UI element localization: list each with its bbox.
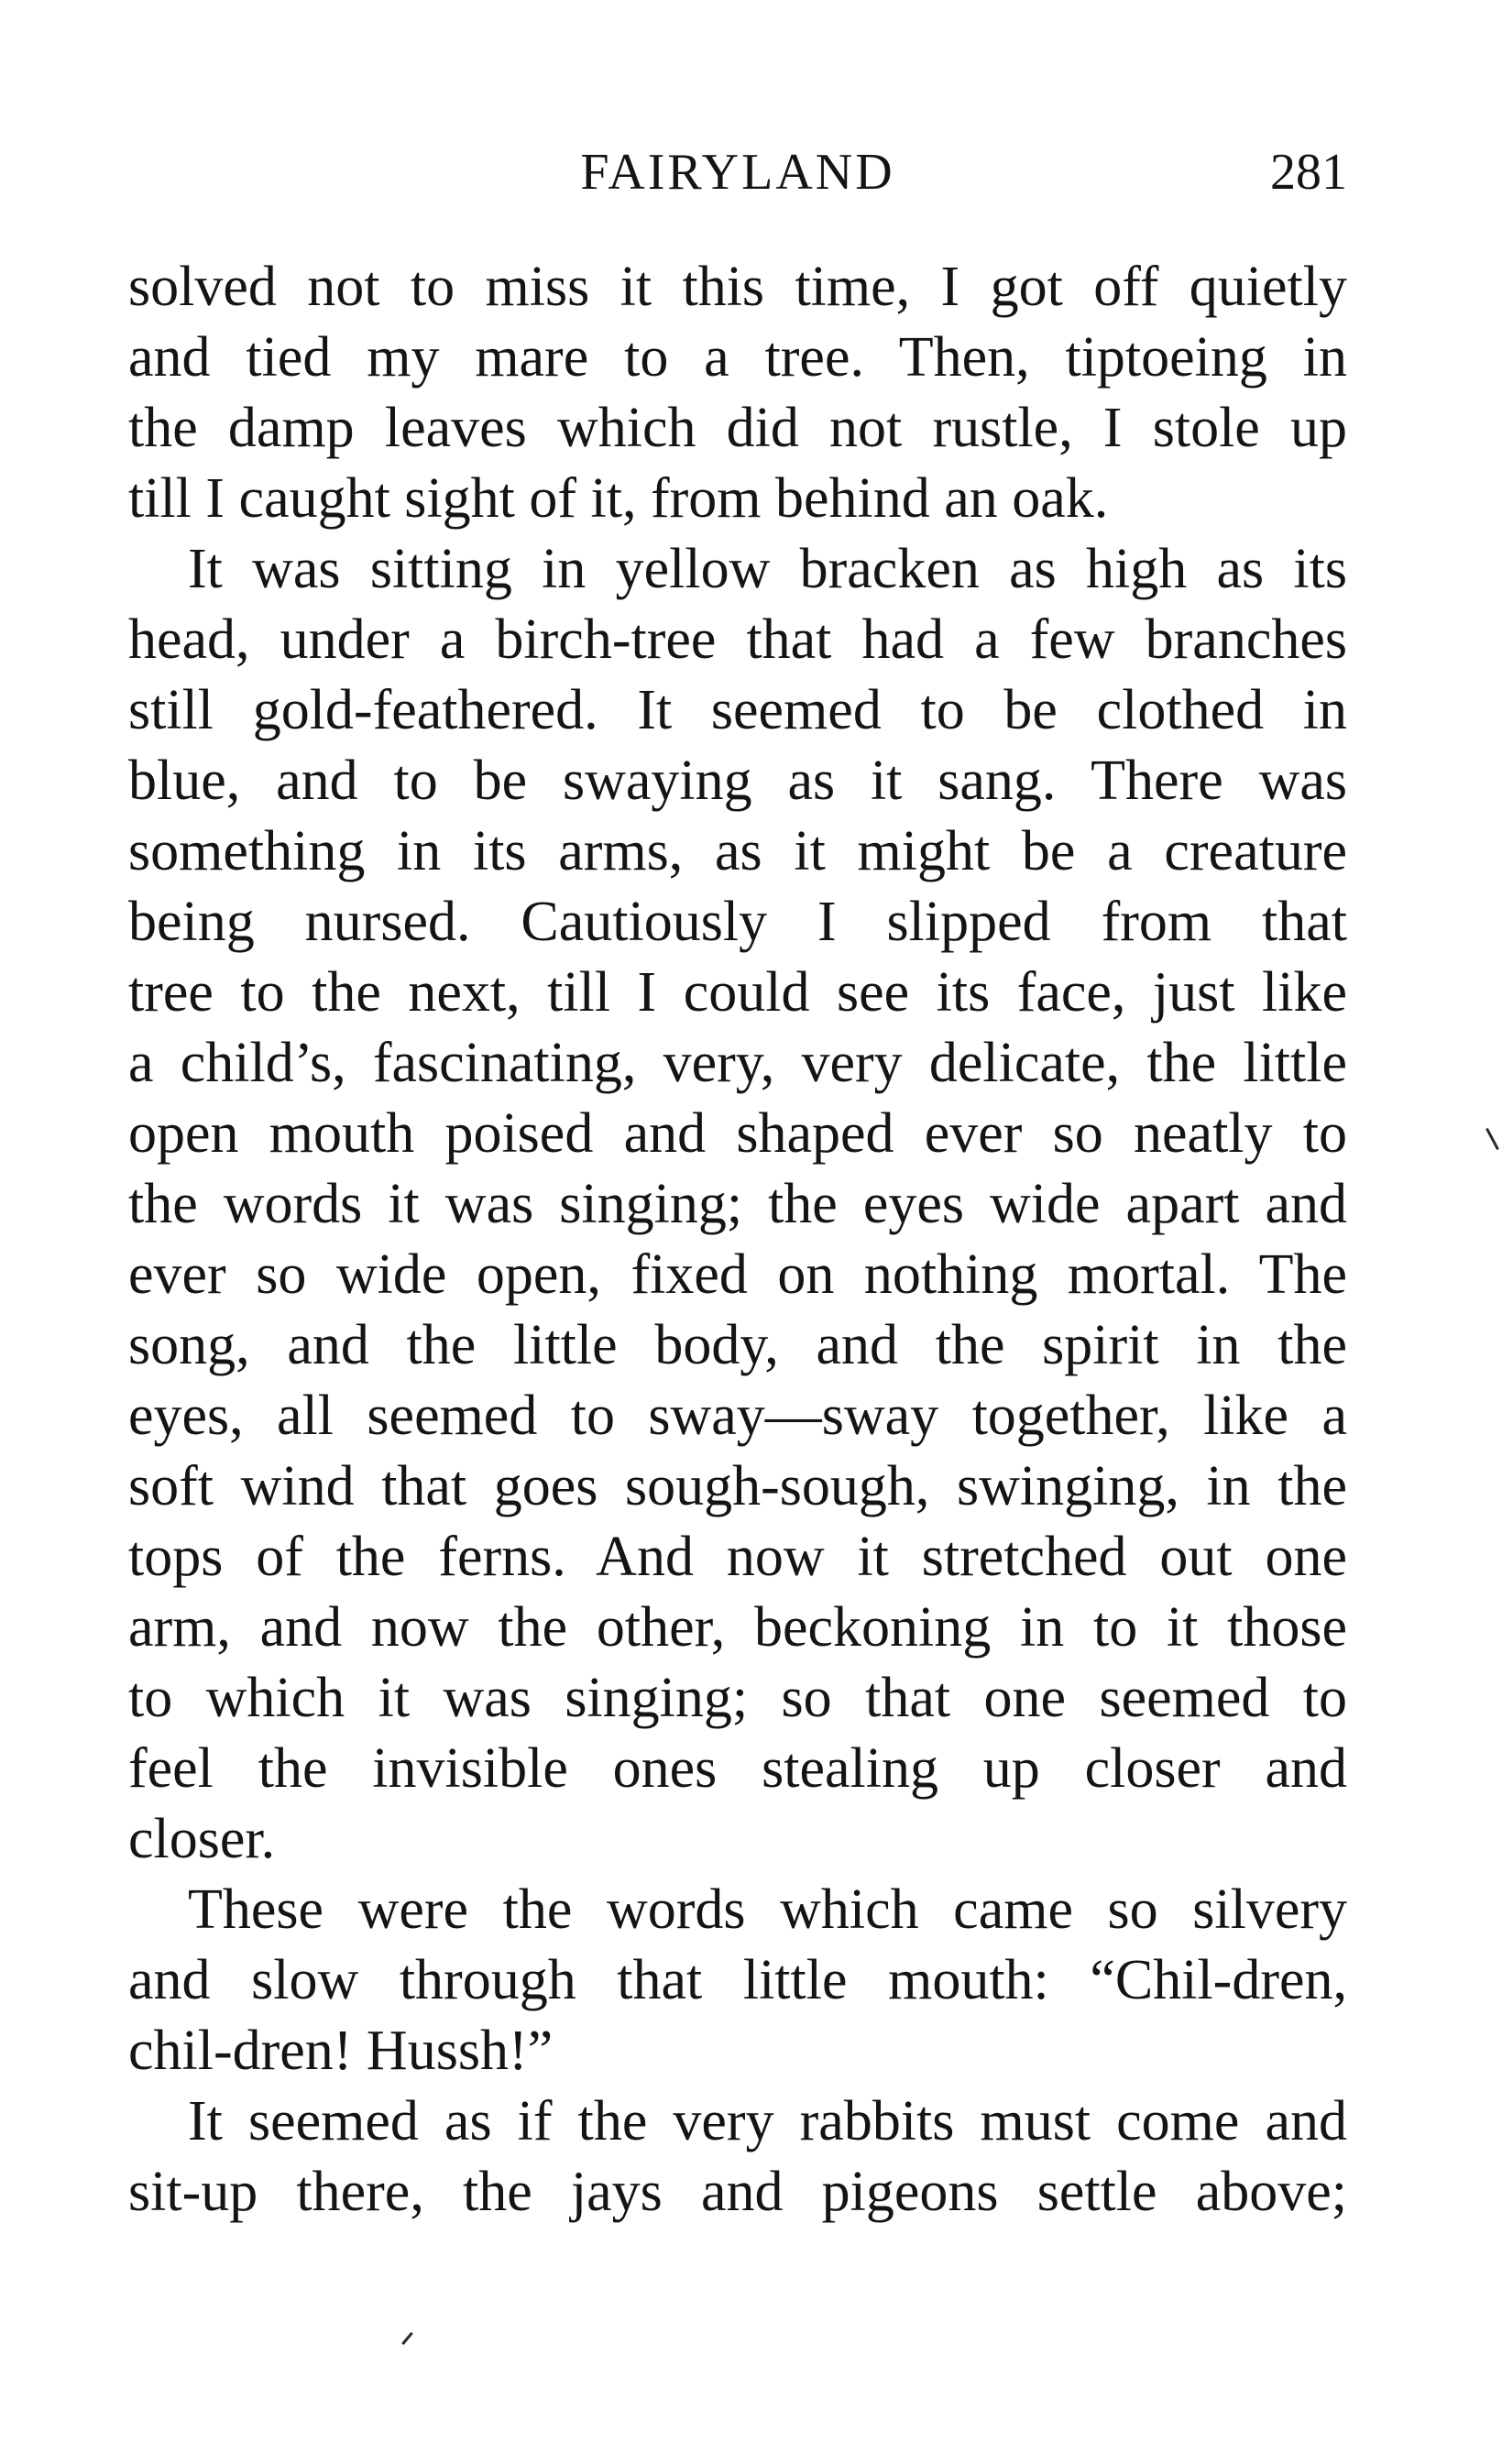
text-line: eyes, all seemed to sway—sway together, like a — [128, 1385, 1347, 1447]
text-line: a child’s, fascinating, very, very delicate, the little — [128, 1032, 1347, 1094]
text-line: open mouth poised and shaped ever so neatly to — [128, 1102, 1347, 1165]
margin-mark — [1486, 1128, 1499, 1150]
text-line: tree to the next, till I could see its face, just like — [128, 961, 1347, 1024]
ink-speck — [401, 2332, 413, 2345]
page-number: 281 — [1270, 144, 1347, 201]
text-line: sit-up there, the jays and pigeons settle above; — [128, 2161, 1347, 2223]
text-line: feel the invisible ones stealing up closer and — [128, 1737, 1347, 1800]
paragraph-start-line: It seemed as if the very rabbits must come and — [188, 2090, 1347, 2152]
text-line: soft wind that goes sough-sough, swinging, in the — [128, 1455, 1347, 1517]
body-text — [128, 252, 1347, 2228]
text-line: and tied my mare to a tree. Then, tiptoeing in — [128, 326, 1347, 389]
text-line: the words it was singing; the eyes wide apart and — [128, 1173, 1347, 1235]
paragraph-start-line: These were the words which came so silvery — [188, 1878, 1347, 1941]
text-line: and slow through that little mouth: “Chil-dren, — [128, 1949, 1347, 2011]
text-line: chil-dren! Hussh!” — [128, 2020, 554, 2082]
text-line: still gold-feathered. It seemed to be clothed in — [128, 679, 1347, 741]
text-line: solved not to miss it this time, I got off quietly — [128, 256, 1347, 318]
text-line: the damp leaves which did not rustle, I stole up — [128, 397, 1347, 459]
running-head — [128, 136, 1347, 209]
paragraph-start-line: It was sitting in yellow bracken as high as its — [188, 538, 1347, 600]
text-line: closer. — [128, 1808, 276, 1870]
text-line: blue, and to be swaying as it sang. There was — [128, 750, 1347, 812]
text-line: tops of the ferns. And now it stretched out one — [128, 1526, 1347, 1588]
text-line: head, under a birch-tree that had a few branches — [128, 608, 1347, 671]
text-line: arm, and now the other, beckoning in to it those — [128, 1596, 1347, 1659]
text-line: ever so wide open, fixed on nothing mortal. The — [128, 1243, 1347, 1306]
running-title: FAIRYLAND — [580, 144, 895, 201]
text-line: being nursed. Cautiously I slipped from that — [128, 891, 1347, 953]
text-line: to which it was singing; so that one seemed to — [128, 1667, 1347, 1729]
text-line: song, and the little body, and the spirit in the — [128, 1314, 1347, 1376]
text-line: till I caught sight of it, from behind an oak. — [128, 467, 1109, 530]
text-line: something in its arms, as it might be a creature — [128, 820, 1347, 882]
